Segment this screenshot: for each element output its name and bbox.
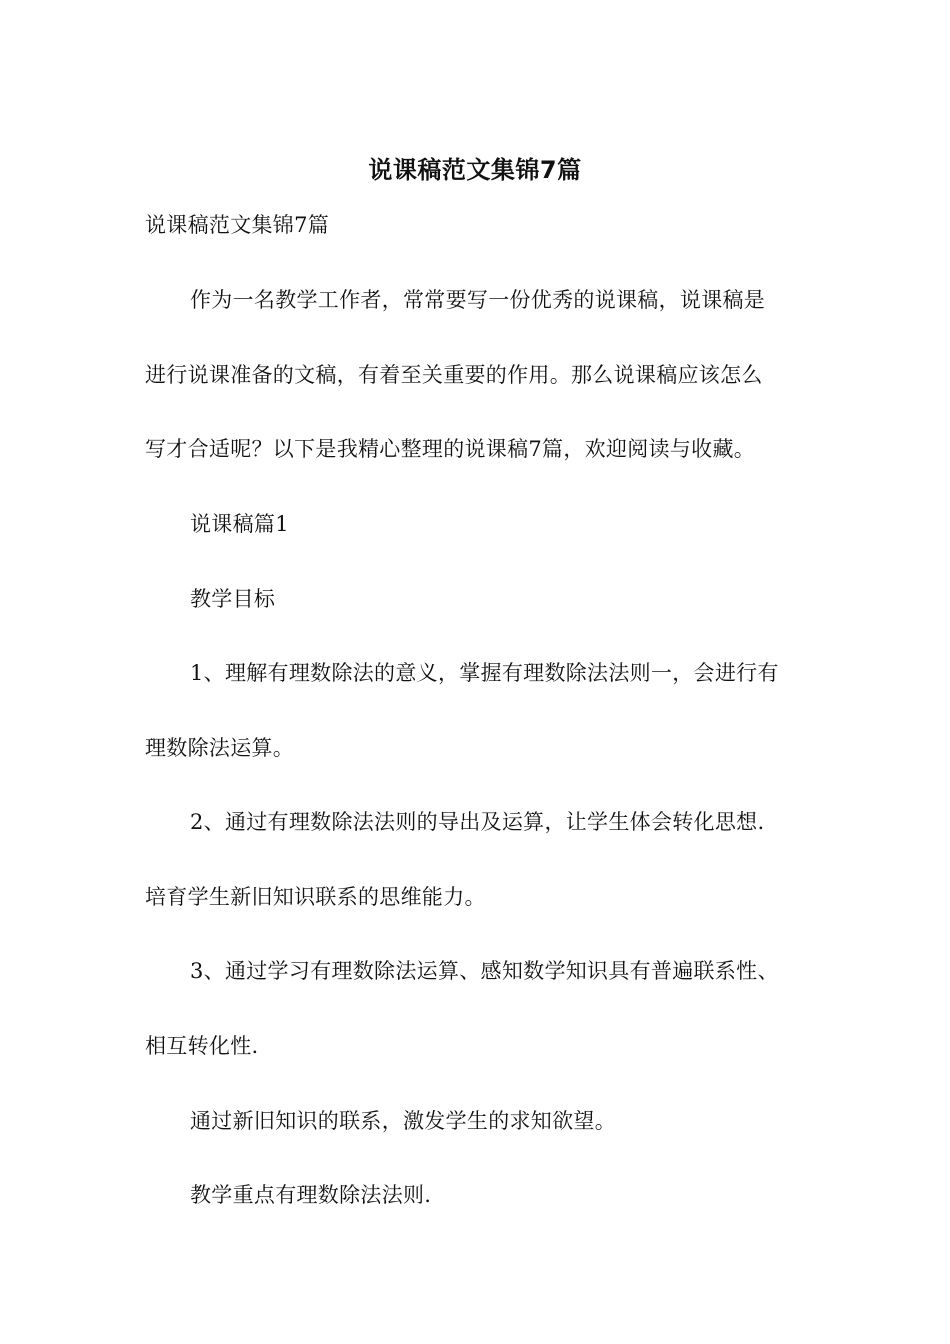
paragraph-line: 教学重点有理数除法法则. [190, 1183, 432, 1207]
page-title: 说课稿范文集锦7篇 [368, 156, 582, 184]
paragraph-line: 进行说课准备的文稿，有着至关重要的作用。那么说课稿应该怎么 [145, 363, 763, 387]
section-heading: 教学目标 [190, 587, 276, 611]
paragraph-line: 相互转化性. [145, 1034, 259, 1058]
paragraph-line: 培育学生新旧知识联系的思维能力。 [145, 885, 486, 909]
document-subtitle: 说课稿范文集锦7篇 [145, 213, 330, 237]
paragraph-line: 理数除法运算。 [145, 736, 295, 760]
section-heading: 说课稿篇1 [190, 512, 289, 536]
paragraph-line: 2、通过有理数除法法则的导出及运算，让学生体会转化思想. [190, 810, 765, 834]
paragraph-line: 写才合适呢？以下是我精心整理的说课稿7篇，欢迎阅读与收藏。 [145, 437, 756, 461]
paragraph-line: 3、通过学习有理数除法运算、感知数学知识具有普遍联系性、 [190, 959, 779, 983]
paragraph-line: 作为一名教学工作者，常常要写一份优秀的说课稿，说课稿是 [190, 288, 766, 312]
paragraph-line: 通过新旧知识的联系，激发学生的求知欲望。 [190, 1109, 616, 1133]
paragraph-line: 1、理解有理数除法的意义，掌握有理数除法法则一，会进行有 [190, 661, 779, 685]
